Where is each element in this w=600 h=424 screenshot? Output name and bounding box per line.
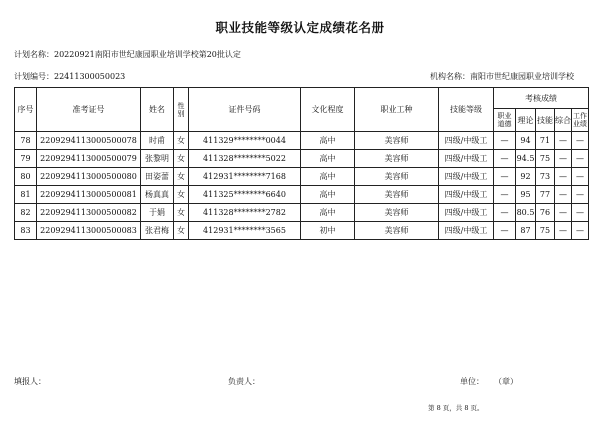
cell-gender: 女 [174, 222, 189, 240]
cell-ethics: — [494, 132, 516, 150]
cell-name: 时甫 [141, 132, 174, 150]
cell-skill: 77 [536, 186, 555, 204]
cell-theory: 94 [516, 132, 536, 150]
cell-occupation: 美容师 [355, 204, 439, 222]
cell-overall: — [555, 150, 572, 168]
score-roster-table [14, 87, 589, 240]
cell-id-no: 411325********6640 [189, 186, 301, 204]
cell-id-no: 411328********2782 [189, 204, 301, 222]
cell-id-no: 411328********5022 [189, 150, 301, 168]
cell-education: 高中 [301, 132, 355, 150]
cell-theory: 94.5 [516, 150, 536, 168]
cell-name: 张君梅 [141, 222, 174, 240]
cell-education: 初中 [301, 222, 355, 240]
cell-level: 四级/中级工 [439, 168, 494, 186]
cell-theory: 80.5 [516, 204, 536, 222]
header-education: 文化程度 [301, 88, 355, 132]
responsible-label: 负责人： [228, 377, 260, 386]
cell-ethics: — [494, 204, 516, 222]
cell-theory: 95 [516, 186, 536, 204]
roster-body [15, 132, 589, 240]
cell-gender: 女 [174, 150, 189, 168]
cell-overall: — [555, 222, 572, 240]
cell-work: — [572, 132, 589, 150]
cell-occupation: 美容师 [355, 168, 439, 186]
cell-gender: 女 [174, 186, 189, 204]
header-theory: 理论 [516, 109, 536, 132]
unit-label: 单位： [460, 377, 484, 386]
page-number: 第 8 页，共 8 页。 [428, 404, 484, 412]
plan-number-label: 计划编号： [14, 72, 54, 81]
cell-skill: 71 [536, 132, 555, 150]
header-name: 姓名 [141, 88, 174, 132]
header-level: 技能等级 [439, 88, 494, 132]
cell-seq: 83 [15, 222, 37, 240]
cell-overall: — [555, 186, 572, 204]
plan-name-label: 计划名称： [14, 50, 54, 59]
table-row [15, 186, 589, 204]
plan-number-line [14, 71, 125, 82]
cell-work: — [572, 204, 589, 222]
plan-name: 20220921南阳市世纪康园职业培训学校第20批认定 [54, 50, 241, 59]
cell-level: 四级/中级工 [439, 150, 494, 168]
header-scores: 考核成绩 [494, 88, 589, 109]
cell-work: — [572, 222, 589, 240]
cell-overall: — [555, 168, 572, 186]
cell-name: 田姿蕾 [141, 168, 174, 186]
cell-id-no: 412931********3565 [189, 222, 301, 240]
cell-exam-no: 2209294113000500083 [37, 222, 141, 240]
cell-gender: 女 [174, 132, 189, 150]
plan-name-line [14, 49, 241, 60]
cell-ethics: — [494, 150, 516, 168]
table-row [15, 168, 589, 186]
cell-occupation: 美容师 [355, 186, 439, 204]
cell-name: 张黎明 [141, 150, 174, 168]
seal-label: （章） [494, 377, 518, 386]
plan-number: 22411300050023 [54, 72, 126, 81]
cell-exam-no: 2209294113000500082 [37, 204, 141, 222]
cell-skill: 75 [536, 222, 555, 240]
header-gender: 性别 [174, 88, 189, 132]
header-id-no: 证件号码 [189, 88, 301, 132]
cell-ethics: — [494, 168, 516, 186]
cell-work: — [572, 150, 589, 168]
cell-exam-no: 2209294113000500081 [37, 186, 141, 204]
cell-theory: 92 [516, 168, 536, 186]
cell-occupation: 美容师 [355, 150, 439, 168]
cell-name: 于娟 [141, 204, 174, 222]
cell-id-no: 412931********7168 [189, 168, 301, 186]
cell-occupation: 美容师 [355, 132, 439, 150]
cell-overall: — [555, 132, 572, 150]
cell-skill: 73 [536, 168, 555, 186]
cell-skill: 75 [536, 150, 555, 168]
table-row [15, 132, 589, 150]
cell-level: 四级/中级工 [439, 204, 494, 222]
cell-level: 四级/中级工 [439, 132, 494, 150]
cell-id-no: 411329********0044 [189, 132, 301, 150]
cell-education: 高中 [301, 168, 355, 186]
cell-skill: 76 [536, 204, 555, 222]
cell-seq: 79 [15, 150, 37, 168]
header-occupation: 职业工种 [355, 88, 439, 132]
cell-occupation: 美容师 [355, 222, 439, 240]
cell-seq: 80 [15, 168, 37, 186]
cell-name: 杨真真 [141, 186, 174, 204]
cell-overall: — [555, 204, 572, 222]
cell-ethics: — [494, 186, 516, 204]
cell-ethics: — [494, 222, 516, 240]
cell-work: — [572, 186, 589, 204]
cell-level: 四级/中级工 [439, 222, 494, 240]
cell-gender: 女 [174, 204, 189, 222]
header-exam-no: 准考证号 [37, 88, 141, 132]
cell-level: 四级/中级工 [439, 186, 494, 204]
cell-gender: 女 [174, 168, 189, 186]
header-seq: 序号 [15, 88, 37, 132]
cell-education: 高中 [301, 204, 355, 222]
cell-work: — [572, 168, 589, 186]
page-title: 职业技能等级认定成绩花名册 [215, 20, 385, 35]
table-row [15, 204, 589, 222]
cell-seq: 81 [15, 186, 37, 204]
cell-education: 高中 [301, 150, 355, 168]
cell-exam-no: 2209294113000500080 [37, 168, 141, 186]
header-skill: 技能 [536, 109, 555, 132]
header-work: 工作业绩 [572, 109, 589, 132]
org-line [430, 71, 574, 82]
cell-exam-no: 2209294113000500079 [37, 150, 141, 168]
table-row [15, 150, 589, 168]
org-name: 南阳市世纪康园职业培训学校 [470, 72, 574, 81]
cell-seq: 82 [15, 204, 37, 222]
table-row [15, 222, 589, 240]
cell-education: 高中 [301, 186, 355, 204]
cell-seq: 78 [15, 132, 37, 150]
filler-label: 填报人： [14, 377, 46, 386]
header-ethics: 职业道德 [494, 109, 516, 132]
org-label: 机构名称： [430, 72, 470, 81]
header-overall: 综合 [555, 109, 572, 132]
cell-exam-no: 2209294113000500078 [37, 132, 141, 150]
cell-theory: 87 [516, 222, 536, 240]
